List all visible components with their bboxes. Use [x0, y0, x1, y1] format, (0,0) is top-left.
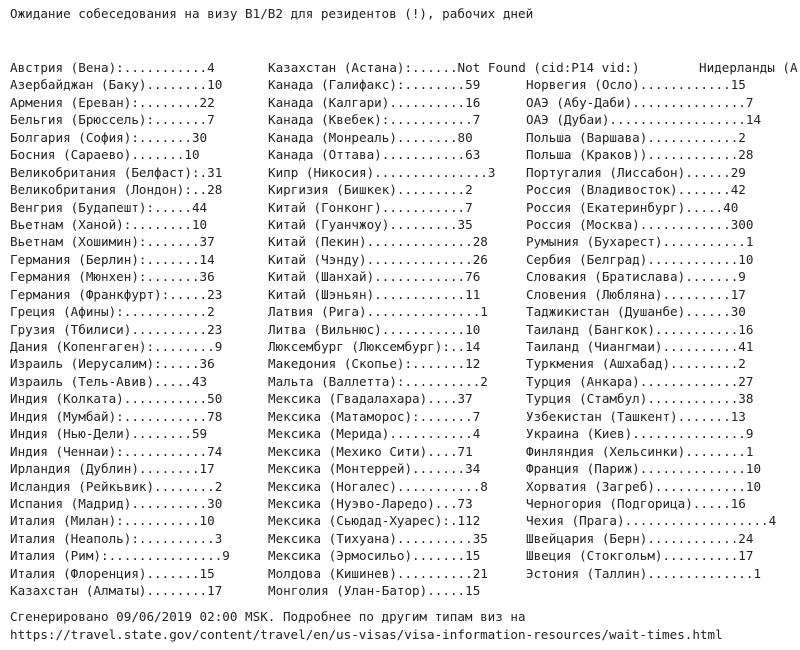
- wait-time-row: Люксембург (Люксембург):..14: [268, 339, 481, 354]
- wait-time-row: Франция (Париж)..............10: [526, 461, 762, 477]
- wait-time-row: Италия (Рим):...............9: [10, 548, 230, 564]
- wait-time-row: Китай (Гуанчжоу).........35: [268, 216, 473, 232]
- wait-time-row: Канада (Галифакс):........59: [268, 77, 481, 93]
- wait-time-row: Мексика (Монтеррей).......34: [268, 461, 481, 477]
- wait-time-row: Молдова (Кишинев)..........21: [268, 565, 488, 581]
- wait-time-row: Узбекистан (Ташкент).......13: [526, 408, 746, 424]
- wait-time-row: Канада (Калгари)..........16: [268, 94, 481, 110]
- wait-time-row: Израиль (Иерусалим):.....36: [10, 356, 215, 372]
- wait-time-row: Португалия (Лиссабон)......29: [526, 164, 746, 180]
- wait-time-row: Великобритания (Белфаст):.31: [10, 164, 223, 180]
- wait-time-row: Македония (Скопье):.......12: [268, 356, 481, 372]
- wait-time-row: Мальта (Валлетта):..........2: [268, 373, 488, 389]
- wait-times-column-1: [10, 59, 230, 600]
- wait-time-row: Германия (Мюнхен):.......36: [10, 269, 215, 285]
- wait-time-row: Чехия (Прага)...................4: [526, 513, 777, 529]
- wait-time-row: Италия (Милан):..........10: [10, 513, 215, 529]
- wait-time-row: Таиланд (Бангкок)...........16: [526, 321, 754, 337]
- wait-time-row: Венгрия (Будапешт):.....44: [10, 199, 208, 215]
- wait-time-row: Китай (Гонконг)...........7: [268, 199, 473, 215]
- wait-time-row: Китай (Чэнду)..............26: [268, 251, 488, 267]
- wait-time-row: Черногория (Подгорица).....16: [526, 495, 746, 511]
- footer-url[interactable]: https://travel.state.gov/content/travel/en/us-visas/visa-information-resources/wait-times.html: [10, 627, 723, 642]
- wait-time-row: Таджикистан (Душанбе)......30: [526, 304, 746, 320]
- wait-time-row: Армения (Ереван):........22: [10, 94, 215, 110]
- wait-time-row: Вьетнам (Ханой):........10: [10, 216, 208, 232]
- footer: [10, 608, 723, 644]
- wait-time-row: Мексика (Нуэво-Ларедо)...73: [268, 495, 473, 511]
- wait-time-row: Мексика (Гвадалахара)....37: [268, 391, 473, 407]
- wait-time-row: Болгария (София):.......30: [10, 129, 208, 145]
- wait-time-row: Германия (Франкфурт):.....23: [10, 286, 223, 302]
- wait-time-row: Россия (Москва)............300: [526, 216, 754, 232]
- wait-time-row: Испания (Мадрид)..........30: [10, 495, 223, 511]
- wait-time-row: Финляндия (Хельсинки)........1: [526, 443, 754, 459]
- wait-time-row: Кипр (Никосия)...............3: [268, 164, 496, 180]
- page-title: Ожидание собеседования на визу B1/B2 для резидентов (!), рабочих дней: [10, 6, 534, 21]
- wait-time-row: Китай (Пекин)..............28: [268, 234, 488, 250]
- wait-time-row: Латвия (Рига)...............1: [268, 304, 488, 320]
- footer-generated-line: Сгенерировано 09/06/2019 02:00 MSK. Подробнее по другим типам виз на: [10, 609, 526, 624]
- wait-time-row: Босния (Сараево).......10: [10, 147, 200, 163]
- wait-time-row: Индия (Ченнаи):...........74: [10, 443, 223, 459]
- wait-time-row: Исландия (Рейкьвик)........2: [10, 478, 223, 494]
- wait-time-row: Польша (Краков))............28: [526, 147, 754, 163]
- wait-time-row: Туркмения (Ашхабад).........2: [526, 356, 746, 372]
- wait-time-row: ОАЭ (Дубаи)..................14: [526, 112, 762, 128]
- wait-time-row: Индия (Нью-Дели)........59: [10, 426, 208, 442]
- wait-time-row: Индия (Колката)...........50: [10, 391, 223, 407]
- wait-time-row: Канада (Квебек):...........7: [268, 112, 481, 128]
- wait-time-row: Грузия (Тбилиси)..........23: [10, 321, 223, 337]
- wait-time-row: Казахстан (Алматы)........17: [10, 583, 223, 599]
- wait-time-row: Греция (Афины):...........2: [10, 304, 215, 320]
- wait-time-row: Турция (Стамбул)............38: [526, 391, 754, 407]
- wait-time-row: Словения (Любляна).........17: [526, 286, 746, 302]
- wait-time-row: Ирландия (Дублин)........17: [10, 461, 215, 477]
- wait-time-row: Великобритания (Лондон):..28: [10, 182, 223, 198]
- wait-time-row: Россия (Владивосток).......42: [526, 182, 746, 198]
- wait-time-row: Швеция (Стокгольм)..........17: [526, 548, 754, 564]
- wait-time-row: Монголия (Улан-Батор).....15: [268, 583, 481, 599]
- wait-time-row: Эстония (Таллин)..............1: [526, 565, 762, 581]
- wait-time-row: Китай (Шанхай)............76: [268, 269, 481, 285]
- wait-time-row: Китай (Шэньян)............11: [268, 286, 481, 302]
- wait-time-row: Мексика (Мерида)...........4: [268, 426, 481, 442]
- wait-time-row: Киргизия (Бишкек).........2: [268, 182, 473, 198]
- wait-time-row: Литва (Вильнюс)...........10: [268, 321, 481, 337]
- wait-time-row: Сербия (Белград)............10: [526, 251, 754, 267]
- wait-time-row: Израиль (Тель-Авив).....43: [10, 373, 208, 389]
- wait-times-column-3: [526, 59, 776, 582]
- wait-time-row: Казахстан (Астана):......Not Found (cid:P14 vid:): [268, 60, 640, 75]
- wait-time-row: Италия (Неаполь):..........3: [10, 530, 223, 546]
- wait-time-row: Норвегия (Осло)............15: [526, 77, 746, 93]
- wait-time-row: Мексика (Ногалес)...........8: [268, 478, 488, 494]
- wait-time-row: Канада (Оттава)...........63: [268, 147, 481, 163]
- wait-time-row: Румыния (Бухарест)...........1: [526, 234, 754, 250]
- wait-time-row: Россия (Екатеринбург).....40: [526, 199, 739, 215]
- wait-time-row: Азербайджан (Баку)........10: [10, 77, 223, 93]
- wait-time-row: Хорватия (Загреб)............10: [526, 478, 762, 494]
- wait-time-row: ОАЭ (Абу-Даби)...............7: [526, 94, 754, 110]
- wait-time-row: Дания (Копенгаген):........9: [10, 339, 223, 354]
- wait-time-row: Турция (Анкара).............27: [526, 373, 754, 389]
- wait-time-row: Швейцария (Берн)............24: [526, 530, 754, 546]
- wait-time-row: Мексика (Мехико Сити)....71: [268, 443, 473, 459]
- wait-time-row: Мексика (Сьюдад-Хуарес):.112: [268, 513, 481, 529]
- wait-time-row: Австрия (Вена):...........4: [10, 60, 215, 75]
- wait-time-row: Польша (Варшава)............2: [526, 129, 746, 145]
- wait-time-row: Вьетнам (Хошимин):.......37: [10, 234, 215, 250]
- truncated-entry: Нидерланды (А: [699, 60, 798, 75]
- wait-time-row: Германия (Берлин):.......14: [10, 251, 215, 267]
- wait-time-row: Индия (Мумбай):...........78: [10, 408, 223, 424]
- wait-time-row: Мексика (Тихуана)..........35: [268, 530, 488, 546]
- wait-time-row: Словакия (Братислава).......9: [526, 269, 746, 285]
- wait-time-row: Бельгия (Брюссель):.......7: [10, 112, 215, 128]
- wait-time-row: Канада (Монреаль)........80: [268, 129, 473, 145]
- wait-time-row: Италия (Флоренция).......15: [10, 565, 215, 581]
- wait-time-row: Мексика (Эрмосильо).......15: [268, 548, 481, 564]
- wait-time-row: Таиланд (Чиангмаи)..........41: [526, 339, 754, 354]
- wait-time-row: Мексика (Матаморос):.......7: [268, 408, 481, 424]
- wait-time-row: Украина (Киев)...............9: [526, 426, 754, 442]
